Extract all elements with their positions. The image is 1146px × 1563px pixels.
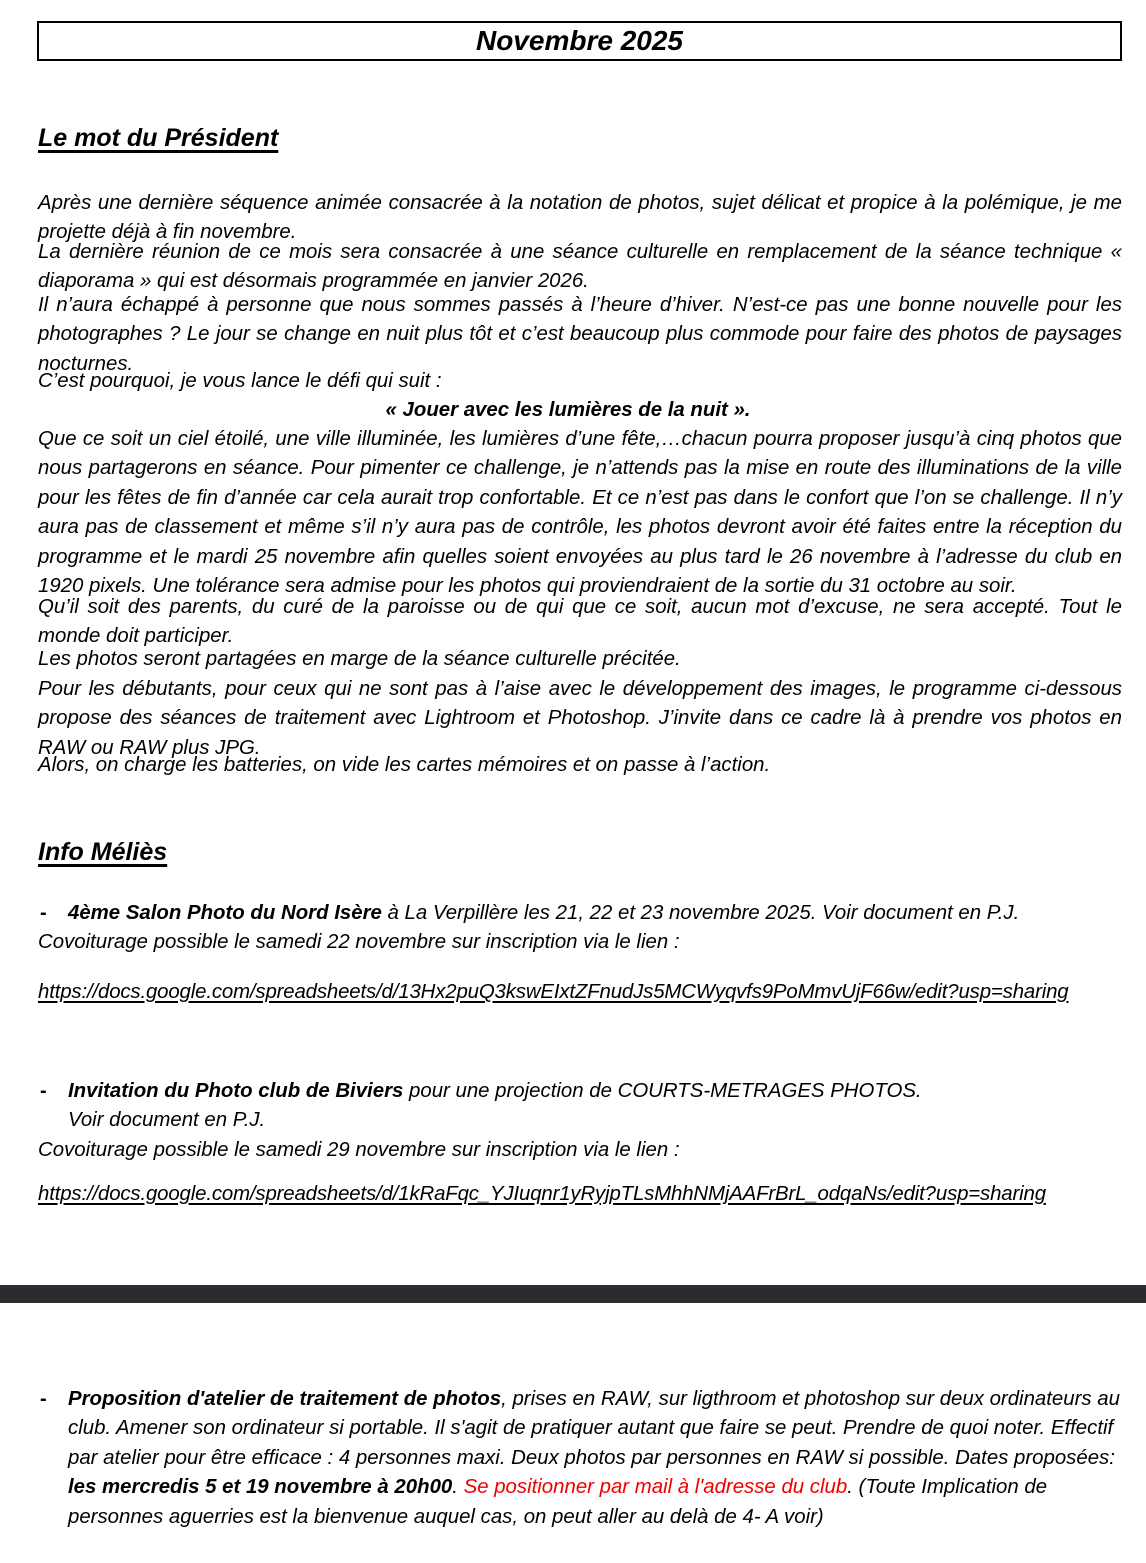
workshop-signup-notice: Se positionner par mail à l'adresse du club xyxy=(463,1476,848,1499)
melies-item-2-detail: pour une projection de COURTS-METRAGES PHOTOS. xyxy=(403,1080,922,1102)
workshop-dates: les mercredis 5 et 19 novembre à 20h00 xyxy=(68,1476,453,1499)
president-paragraph-7: Les photos seront partagées en marge de la séance culturelle précitée. xyxy=(38,648,681,670)
melies-item-2-title: Invitation du Photo club de Biviers xyxy=(68,1080,404,1102)
president-paragraph-6: Qu’il soit des parents, du curé de la paroisse ou de qui que ce soit, aucun mot d’excuse, ne sera accepté. Tout le monde doit participer. xyxy=(38,596,1122,648)
president-paragraph-3: Il n’aura échappé à personne que nous sommes passés à l’heure d’hiver. N’est-ce pas une bonne nouvelle pour les photographes ? Le jour se change en nuit plus tôt et c’est beaucoup plus commode pour faire des photos de paysages nocturnes. xyxy=(38,294,1122,375)
carpool-link-biviers[interactable]: https://docs.google.com/spreadsheets/d/1kRaFqc_YJIuqnr1yRyjpTLsMhhNMjAAFrBrL_odqaNs/edit?usp=sharing xyxy=(38,1183,1046,1205)
bullet-marker-icon: - xyxy=(40,902,47,924)
melies-item-2-subline: Voir document en P.J. xyxy=(68,1109,266,1132)
workshop-text-3: . (Toute Implication de personnes aguerries est la bienvenue auquel cas, on peut aller au delà de 4- A voir) xyxy=(68,1476,1048,1528)
president-paragraph-4: C’est pourquoi, je vous lance le défi qui suit : xyxy=(38,370,442,392)
president-paragraph-2: La dernière réunion de ce mois sera consacrée à une séance culturelle en remplacement de la séance technique « diaporama » qui est désormais programmée en janvier 2026. xyxy=(38,241,1122,293)
melies-item-1-followline: Covoiturage possible le samedi 22 novembre sur inscription via le lien : xyxy=(38,931,680,954)
melies-item-1-title: 4ème Salon Photo du Nord Isère xyxy=(68,902,382,924)
president-paragraph-1: Après une dernière séquence animée consacrée à la notation de photos, sujet délicat et propice à la polémique, je me projette déjà à fin novembre. xyxy=(38,192,1122,244)
workshop-text-1: , prises en RAW, sur ligthroom et photoshop sur deux ordinateurs au club. Amener son ordinateur si portable. Il s'agit de pratiquer autant que faire se peut. Prendre de quoi noter. Effectif par atelier pour être efficace : 4 personnes maxi. Deux photos par personnes en RAW si possible. Dates proposées: xyxy=(68,1388,1120,1469)
melies-item-2 xyxy=(38,1077,1122,1165)
page-title: Novembre 2025 xyxy=(475,25,683,56)
melies-item-1 xyxy=(38,899,1122,958)
workshop-title: Proposition d'atelier de traitement de photos xyxy=(68,1388,502,1410)
section-separator-bar xyxy=(0,1285,1146,1303)
workshop-item xyxy=(38,1385,1122,1532)
bullet-marker-icon: - xyxy=(40,1080,47,1102)
president-paragraph-5: Que ce soit un ciel étoilé, une ville illuminée, les lumières d’une fête,…chacun pourra proposer jusqu’à cinq photos que nous partagerons en séance. Pour pimenter ce challenge, je n’attends pas la mise en route des illuminations de la ville pour les fêtes de fin d’année car cela aurait trop confortable. Et ce n’est pas dans le confort que l’on se challenge. Il n’y aura pas de classement et même s’il n’y aura pas de contrôle, les photos devront avoir été faites entre la réception du programme et le mardi 25 novembre afin quelles soient envoyées au plus tard le 26 novembre à l’adresse du club en 1920 pixels. Une tolérance sera admise pour les photos qui proviendraient de la sortie du 31 octobre au soir. xyxy=(38,428,1122,598)
bullet-marker-icon: - xyxy=(40,1388,47,1410)
page-title-box xyxy=(37,21,1122,61)
president-paragraph-8: Pour les débutants, pour ceux qui ne sont pas à l’aise avec le développement des images, le programme ci-dessous propose des séances de traitement avec Lightroom et Photoshop. J’invite dans ce cadre là à prendre vos photos en RAW ou RAW plus JPG. xyxy=(38,678,1122,759)
melies-item-1-detail: à La Verpillère les 21, 22 et 23 novembre 2025. Voir document en P.J. xyxy=(381,902,1020,924)
carpool-link-salon-nord-isere[interactable]: https://docs.google.com/spreadsheets/d/13Hx2puQ3kswEIxtZFnudJs5MCWyqvfs9PoMmvUjF66w/edit?usp=sharing xyxy=(38,981,1069,1003)
section-heading-president: Le mot du Président xyxy=(38,124,279,152)
workshop-text-2: . xyxy=(452,1476,464,1499)
president-paragraph-9: Alors, on charge les batteries, on vide les cartes mémoires et on passe à l’action. xyxy=(38,754,771,776)
challenge-title: « Jouer avec les lumières de la nuit ». xyxy=(385,399,751,421)
melies-item-2-followline: Covoiturage possible le samedi 29 novembre sur inscription via le lien : xyxy=(38,1138,680,1161)
section-heading-melies: Info Méliès xyxy=(38,838,168,866)
